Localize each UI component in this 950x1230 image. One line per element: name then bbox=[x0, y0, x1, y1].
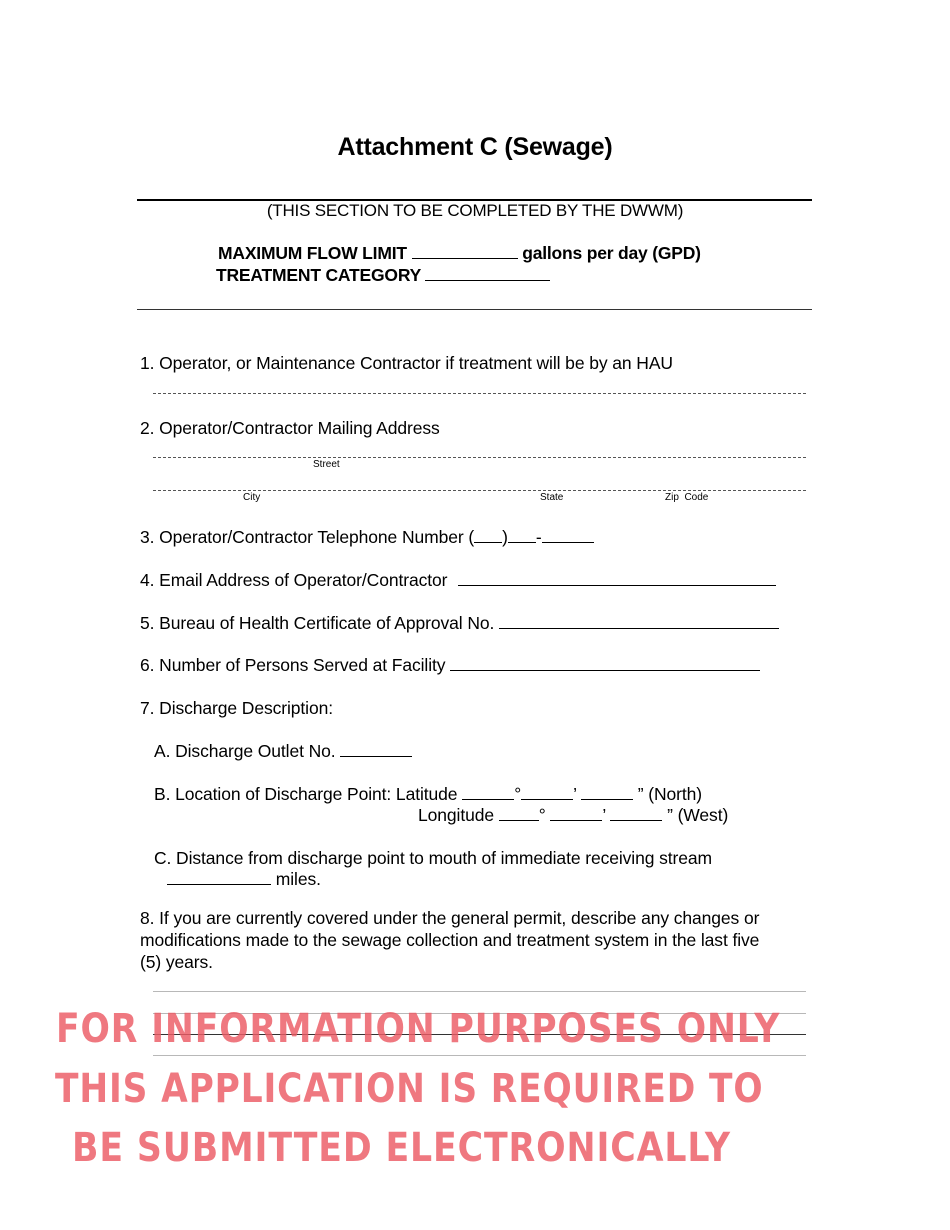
q7b-label: B. Location of Discharge Point: Latitude bbox=[154, 784, 458, 804]
max-flow-row bbox=[218, 243, 701, 264]
watermark-line-3: BE SUBMITTED ELECTRONICALLY bbox=[72, 1125, 731, 1171]
q3-dash: - bbox=[535, 527, 542, 547]
longitude-degrees-field[interactable] bbox=[499, 806, 539, 821]
q8-line3: (5) years. bbox=[140, 952, 213, 972]
q6-persons-field[interactable] bbox=[450, 656, 760, 671]
longitude-label: Longitude bbox=[418, 805, 494, 825]
q6-label: 6. Number of Persons Served at Facility bbox=[140, 655, 446, 675]
q3-row bbox=[140, 527, 594, 548]
latitude-degrees-field[interactable] bbox=[462, 785, 514, 800]
q2-street-caption: Street bbox=[313, 459, 340, 470]
max-flow-unit: gallons per day (GPD) bbox=[522, 243, 701, 263]
q8-answer-line-4[interactable] bbox=[153, 1055, 806, 1056]
treatment-category-label: TREATMENT CATEGORY bbox=[216, 265, 421, 285]
q8-answer-line-1[interactable] bbox=[153, 991, 806, 992]
q2-city-caption: City bbox=[243, 492, 261, 503]
q1-label: 1. Operator, or Maintenance Contractor if treatment will be by an HAU bbox=[140, 353, 673, 373]
max-flow-label: MAXIMUM FLOW LIMIT bbox=[218, 243, 407, 263]
q7c-distance-field[interactable] bbox=[167, 870, 271, 885]
q7b-latitude-row bbox=[154, 784, 702, 805]
q3-area-code-field[interactable] bbox=[474, 528, 502, 543]
q2-street-field[interactable] bbox=[153, 457, 806, 458]
watermark-line-2: THIS APPLICATION IS REQUIRED TO bbox=[55, 1066, 764, 1112]
q8-line1: 8. If you are currently covered under the general permit, describe any changes or bbox=[140, 908, 760, 928]
q7c-unit: miles. bbox=[275, 869, 321, 889]
q6-row bbox=[140, 655, 760, 676]
q1-operator-field[interactable] bbox=[153, 393, 806, 394]
q7c-label: C. Distance from discharge point to mouth of immediate receiving stream bbox=[154, 848, 713, 868]
q7a-outlet-field[interactable] bbox=[340, 742, 412, 757]
minute-symbol: ’ bbox=[573, 784, 577, 804]
dwwm-section-note: (THIS SECTION TO BE COMPLETED BY THE DWWM) bbox=[266, 201, 684, 220]
longitude-seconds-symbol: ” (West) bbox=[667, 805, 729, 825]
q7b-longitude-row bbox=[418, 805, 728, 826]
q3-label: 3. Operator/Contractor Telephone Number bbox=[140, 527, 464, 547]
q2-city-state-zip-field[interactable] bbox=[153, 490, 806, 491]
section-bottom-rule bbox=[137, 309, 812, 310]
minute-symbol: ’ bbox=[602, 805, 606, 825]
q2-label: 2. Operator/Contractor Mailing Address bbox=[140, 418, 440, 438]
q7c-row bbox=[167, 869, 321, 890]
max-flow-field[interactable] bbox=[412, 244, 518, 259]
q3-paren-open: ( bbox=[468, 527, 475, 547]
q2-zip-caption: Zip Code bbox=[665, 492, 709, 503]
q5-row bbox=[140, 613, 779, 634]
q5-label: 5. Bureau of Health Certificate of Approval No. bbox=[140, 613, 495, 633]
latitude-seconds-symbol: ” (North) bbox=[637, 784, 703, 804]
q7a-row bbox=[154, 741, 412, 762]
longitude-minutes-field[interactable] bbox=[550, 806, 602, 821]
q4-row bbox=[140, 570, 776, 591]
q4-label: 4. Email Address of Operator/Contractor bbox=[140, 570, 448, 590]
latitude-minutes-field[interactable] bbox=[521, 785, 573, 800]
q7-label: 7. Discharge Description: bbox=[140, 698, 333, 718]
q3-paren-close: ) bbox=[502, 527, 508, 547]
q4-email-field[interactable] bbox=[458, 571, 776, 586]
latitude-seconds-field[interactable] bbox=[581, 785, 633, 800]
watermark-line-1: FOR INFORMATION PURPOSES ONLY bbox=[56, 1006, 781, 1052]
q8-line2: modifications made to the sewage collection and treatment system in the last five bbox=[140, 930, 760, 950]
longitude-seconds-field[interactable] bbox=[610, 806, 662, 821]
q7a-label: A. Discharge Outlet No. bbox=[154, 741, 336, 761]
q3-prefix-field[interactable] bbox=[508, 528, 536, 543]
q2-state-caption: State bbox=[540, 492, 564, 503]
degree-symbol: ° bbox=[514, 784, 522, 804]
q3-line-field[interactable] bbox=[542, 528, 594, 543]
treatment-category-row bbox=[216, 265, 550, 286]
document-title: Attachment C (Sewage) bbox=[337, 133, 613, 161]
treatment-category-field[interactable] bbox=[425, 266, 550, 281]
degree-symbol: ° bbox=[538, 805, 546, 825]
q5-certificate-field[interactable] bbox=[499, 614, 779, 629]
